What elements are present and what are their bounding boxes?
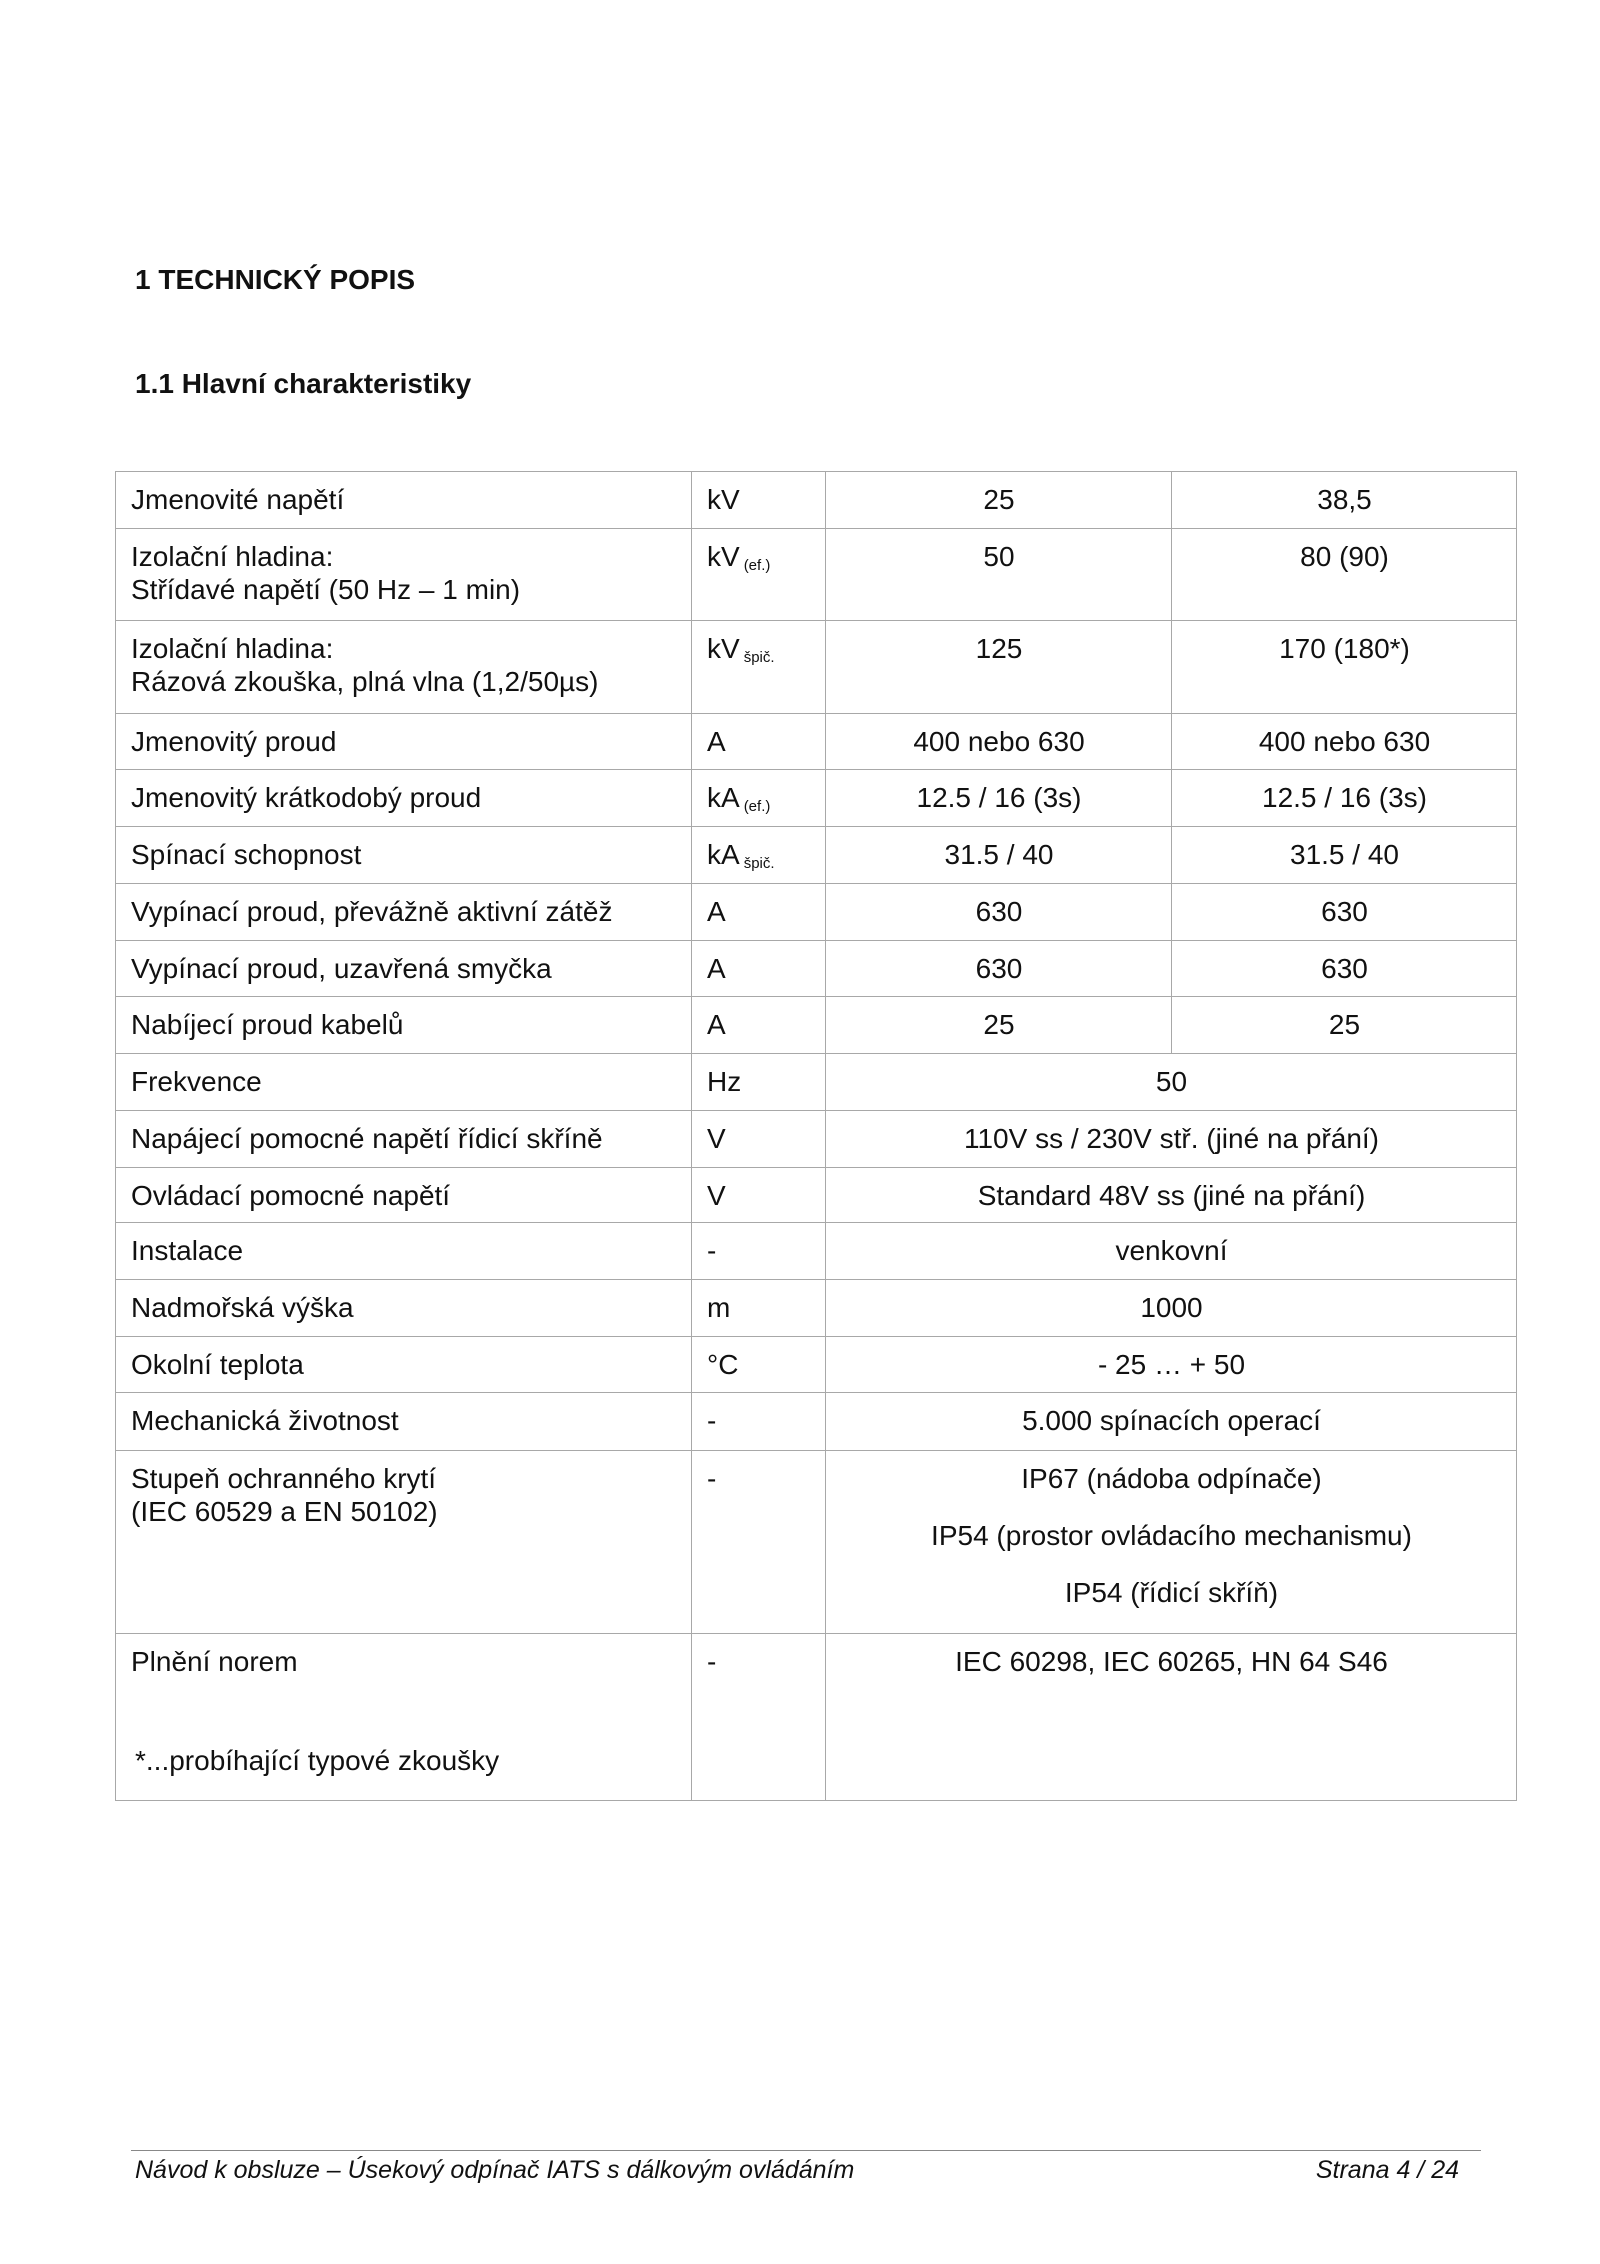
table-row xyxy=(116,997,1517,1054)
value: 630 xyxy=(975,953,1023,984)
unit-cell xyxy=(692,884,826,941)
parameter-cell xyxy=(116,472,692,529)
parameter-label: Nabíjecí proud kabelů xyxy=(131,1009,404,1040)
parameter-cell xyxy=(116,1451,692,1634)
unit-label: Hz xyxy=(707,1066,742,1097)
unit-cell xyxy=(692,1054,826,1111)
parameter-cell xyxy=(116,1393,692,1451)
value: Standard 48V ss (jiné na přání) xyxy=(977,1180,1366,1211)
value-cell xyxy=(826,1111,1517,1168)
table-row xyxy=(116,714,1517,770)
table-row xyxy=(116,1223,1517,1280)
unit-cell xyxy=(692,1634,826,1801)
parameter-label: Plnění norem xyxy=(131,1646,298,1677)
parameter-cell xyxy=(116,884,692,941)
parameter-cell xyxy=(116,1280,692,1337)
unit-label: V xyxy=(707,1180,726,1211)
parameter-cell xyxy=(116,1223,692,1280)
value-cell-25kv xyxy=(826,997,1172,1054)
value-cell-25kv xyxy=(826,621,1172,714)
parameter-label: Izolační hladina: xyxy=(131,633,334,664)
unit-cell xyxy=(692,1337,826,1393)
value: 25 xyxy=(983,1009,1015,1040)
unit-qualifier: (ef.) xyxy=(743,798,771,815)
footer-divider xyxy=(131,2150,1481,2151)
protection-rating: IP67 (nádoba odpínače) xyxy=(1021,1463,1322,1494)
unit-cell xyxy=(692,1168,826,1223)
value: 31.5 / 40 xyxy=(1290,839,1399,870)
value: 400 nebo 630 xyxy=(1258,726,1431,757)
parameter-cell xyxy=(116,529,692,621)
table-row xyxy=(116,1111,1517,1168)
value: 125 xyxy=(975,633,1023,664)
value-cell-38-5kv xyxy=(1172,941,1517,997)
value-cell-38-5kv xyxy=(1172,770,1517,827)
value: 5.000 spínacích operací xyxy=(1022,1405,1321,1436)
table-row xyxy=(116,1280,1517,1337)
value-cell-38-5kv xyxy=(1172,472,1517,529)
unit-label: kV xyxy=(707,484,740,515)
parameter-label: Spínací schopnost xyxy=(131,839,362,870)
table-row xyxy=(116,472,1517,529)
unit-qualifier: špič. xyxy=(743,649,775,666)
value-cell xyxy=(826,1337,1517,1393)
parameter-label: Jmenovitý krátkodobý proud xyxy=(131,782,482,813)
value-cell-25kv xyxy=(826,884,1172,941)
value-cell-25kv xyxy=(826,529,1172,621)
value: venkovní xyxy=(1115,1235,1228,1266)
unit-cell xyxy=(692,1111,826,1168)
unit-label: kA xyxy=(707,839,740,870)
value: 50 xyxy=(983,541,1015,572)
unit-label: m xyxy=(707,1292,731,1323)
value: 31.5 / 40 xyxy=(944,839,1054,870)
value: 38,5 xyxy=(1317,484,1372,515)
table-row xyxy=(116,941,1517,997)
parameter-label: Instalace xyxy=(131,1235,244,1266)
unit-label: - xyxy=(707,1235,717,1266)
parameter-sublabel: Střídavé napětí (50 Hz – 1 min) xyxy=(131,574,521,605)
unit-qualifier: (ef.) xyxy=(743,557,771,574)
value: 25 xyxy=(983,484,1015,515)
table-row xyxy=(116,529,1517,621)
table-row xyxy=(116,884,1517,941)
unit-cell xyxy=(692,621,826,714)
value-cell-38-5kv xyxy=(1172,997,1517,1054)
value: 170 (180*) xyxy=(1279,633,1410,664)
value: 400 nebo 630 xyxy=(913,726,1085,757)
value-cell xyxy=(826,1168,1517,1223)
unit-cell xyxy=(692,1393,826,1451)
value-cell xyxy=(826,1634,1517,1801)
value-cell-38-5kv xyxy=(1172,529,1517,621)
value-cell-38-5kv xyxy=(1172,621,1517,714)
value: 80 (90) xyxy=(1300,541,1389,572)
value: 50 xyxy=(1155,1066,1188,1097)
unit-cell xyxy=(692,529,826,621)
table-row xyxy=(116,1054,1517,1111)
table-row xyxy=(116,1337,1517,1393)
value: 1000 xyxy=(1140,1292,1203,1323)
parameter-label: Ovládací pomocné napětí xyxy=(131,1180,451,1211)
unit-label: V xyxy=(707,1123,726,1154)
parameter-label: Jmenovitý proud xyxy=(131,726,337,757)
value-cell-25kv xyxy=(826,472,1172,529)
table-row xyxy=(116,1168,1517,1223)
unit-label: °C xyxy=(707,1349,739,1380)
table-row xyxy=(116,1451,1517,1634)
parameter-cell xyxy=(116,827,692,884)
unit-label: kV xyxy=(707,633,740,664)
unit-qualifier: špič. xyxy=(743,855,775,872)
specifications-table xyxy=(115,471,1517,1801)
value: 630 xyxy=(1321,953,1368,984)
value-cell-25kv xyxy=(826,714,1172,770)
parameter-label: Izolační hladina: xyxy=(131,541,334,572)
parameter-cell xyxy=(116,1337,692,1393)
unit-label: A xyxy=(707,726,726,757)
unit-cell xyxy=(692,997,826,1054)
value-cell-38-5kv xyxy=(1172,827,1517,884)
unit-label: - xyxy=(707,1463,717,1494)
value: 110V ss / 230V stř. (jiné na přání) xyxy=(963,1123,1380,1154)
parameter-cell xyxy=(116,941,692,997)
unit-cell xyxy=(692,714,826,770)
unit-label: - xyxy=(707,1646,717,1677)
value: 630 xyxy=(975,896,1023,927)
unit-cell xyxy=(692,472,826,529)
parameter-cell xyxy=(116,621,692,714)
protection-rating: IP54 (prostor ovládacího mechanismu) xyxy=(931,1520,1412,1551)
parameter-cell xyxy=(116,1111,692,1168)
value-cell-38-5kv xyxy=(1172,884,1517,941)
unit-cell xyxy=(692,1451,826,1634)
parameter-cell xyxy=(116,1168,692,1223)
value-cell xyxy=(826,1054,1517,1111)
parameter-sublabel: Rázová zkouška, plná vlna (1,2/50µs) xyxy=(131,666,599,697)
value-cell xyxy=(826,1223,1517,1280)
table-row xyxy=(116,770,1517,827)
unit-cell xyxy=(692,941,826,997)
unit-cell xyxy=(692,827,826,884)
parameter-cell xyxy=(116,714,692,770)
unit-label: A xyxy=(707,1009,726,1040)
parameter-cell xyxy=(116,1054,692,1111)
parameter-label: Mechanická životnost xyxy=(131,1405,399,1436)
parameter-label: Vypínací proud, převážně aktivní zátěž xyxy=(131,896,613,927)
table-row xyxy=(116,621,1517,714)
parameter-label: Frekvence xyxy=(131,1066,262,1097)
value: 630 xyxy=(1321,896,1368,927)
table-row xyxy=(116,827,1517,884)
parameter-label: Napájecí pomocné napětí řídicí skříně xyxy=(131,1123,603,1154)
parameter-label: Nadmořská výška xyxy=(131,1292,354,1323)
unit-label: kV xyxy=(707,541,740,572)
parameter-label: Vypínací proud, uzavřená smyčka xyxy=(131,953,552,984)
value-cell-25kv xyxy=(826,941,1172,997)
parameter-label: Jmenovité napětí xyxy=(131,484,345,515)
unit-cell xyxy=(692,1280,826,1337)
value-cell xyxy=(826,1451,1517,1634)
subsection-heading: 1.1 Hlavní charakteristiky xyxy=(135,368,472,399)
section-heading: 1 TECHNICKÝ POPIS xyxy=(135,264,416,295)
value-cell xyxy=(826,1280,1517,1337)
value: IEC 60298, IEC 60265, HN 64 S46 xyxy=(955,1646,1388,1677)
unit-label: A xyxy=(707,896,726,927)
value-cell xyxy=(826,1393,1517,1451)
value: 12.5 / 16 (3s) xyxy=(916,782,1082,813)
footer-page-number: Strana 4 / 24 xyxy=(1315,2156,1459,2184)
value-cell-38-5kv xyxy=(1172,714,1517,770)
footnote: *...probíhající typové zkoušky xyxy=(135,1745,500,1776)
parameter-label: Stupeň ochranného krytí xyxy=(131,1463,437,1494)
value: 25 xyxy=(1328,1009,1361,1040)
parameter-cell xyxy=(116,997,692,1054)
parameter-label: Okolní teplota xyxy=(131,1349,304,1380)
parameter-cell xyxy=(116,770,692,827)
value: 12.5 / 16 (3s) xyxy=(1262,782,1427,813)
protection-rating: IP54 (řídicí skříň) xyxy=(1064,1577,1279,1608)
unit-cell xyxy=(692,770,826,827)
unit-label: A xyxy=(707,953,726,984)
unit-label: kA xyxy=(707,782,740,813)
table-row xyxy=(116,1393,1517,1451)
value-cell-25kv xyxy=(826,770,1172,827)
footer-document-title: Návod k obsluze – Úsekový odpínač IATS s dálkovým ovládáním xyxy=(135,2156,855,2184)
parameter-sublabel: (IEC 60529 a EN 50102) xyxy=(131,1496,438,1527)
unit-cell xyxy=(692,1223,826,1280)
value-cell-25kv xyxy=(826,827,1172,884)
value: - 25 … + 50 xyxy=(1097,1349,1246,1380)
unit-label: - xyxy=(707,1405,717,1436)
